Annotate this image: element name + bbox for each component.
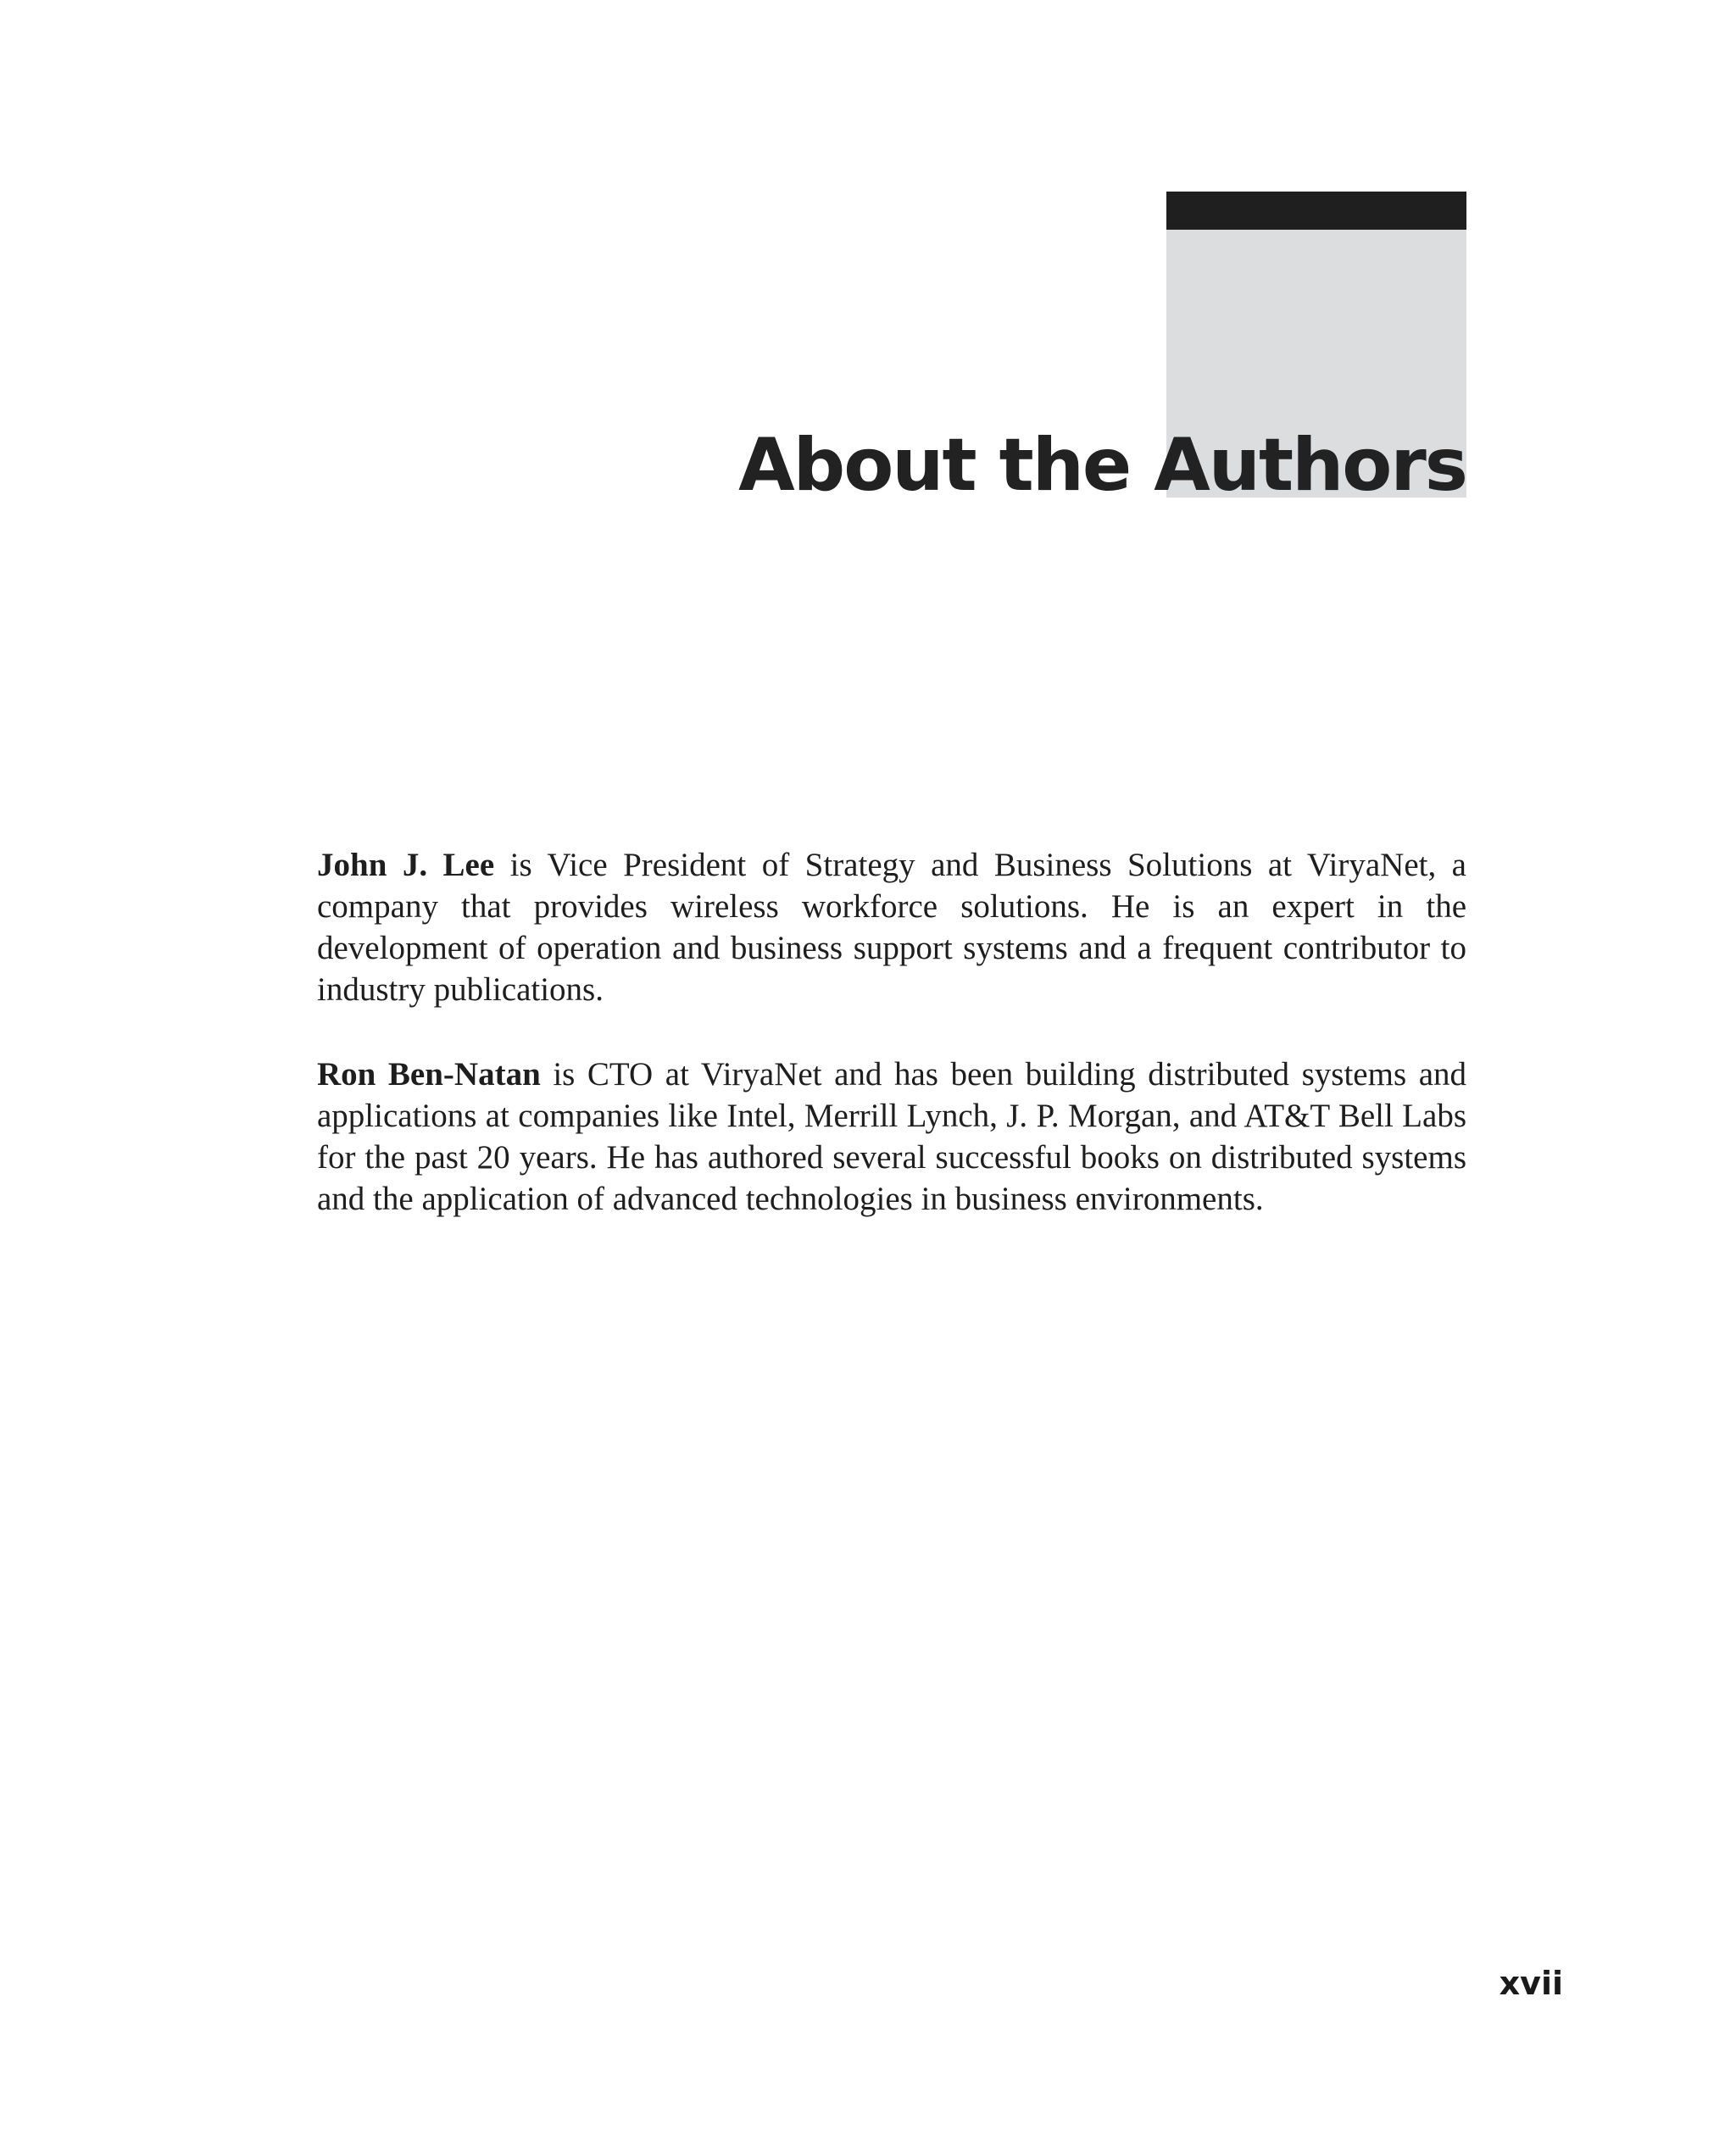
- author-bio-text: is CTO at ViryaNet and has been building distributed systems and applications at companies like Intel, Merrill Lynch, J. P. Morgan, and AT&T Bell Labs for the past 20 years. He has authored several successful books on distributed systems and the application of advanced technologies in business environments.: [317, 1056, 1467, 1217]
- author-bio-ron-ben-natan: [317, 1054, 1466, 1220]
- author-bio-text: is Vice President of Strategy and Business Solutions at ViryaNet, a company that provides wireless workforce solutions. He is an expert in the development of operation and business support systems and a frequent contributor to industry publications.: [317, 847, 1466, 1008]
- chapter-title: About the Authors: [738, 423, 1466, 508]
- author-name: John J. Lee: [317, 847, 495, 883]
- author-bio-john-lee: [317, 844, 1466, 1010]
- page-number: xvii: [1499, 1965, 1563, 2002]
- author-name: Ron Ben-Natan: [317, 1056, 541, 1093]
- chapter-header-bar: [1166, 192, 1466, 230]
